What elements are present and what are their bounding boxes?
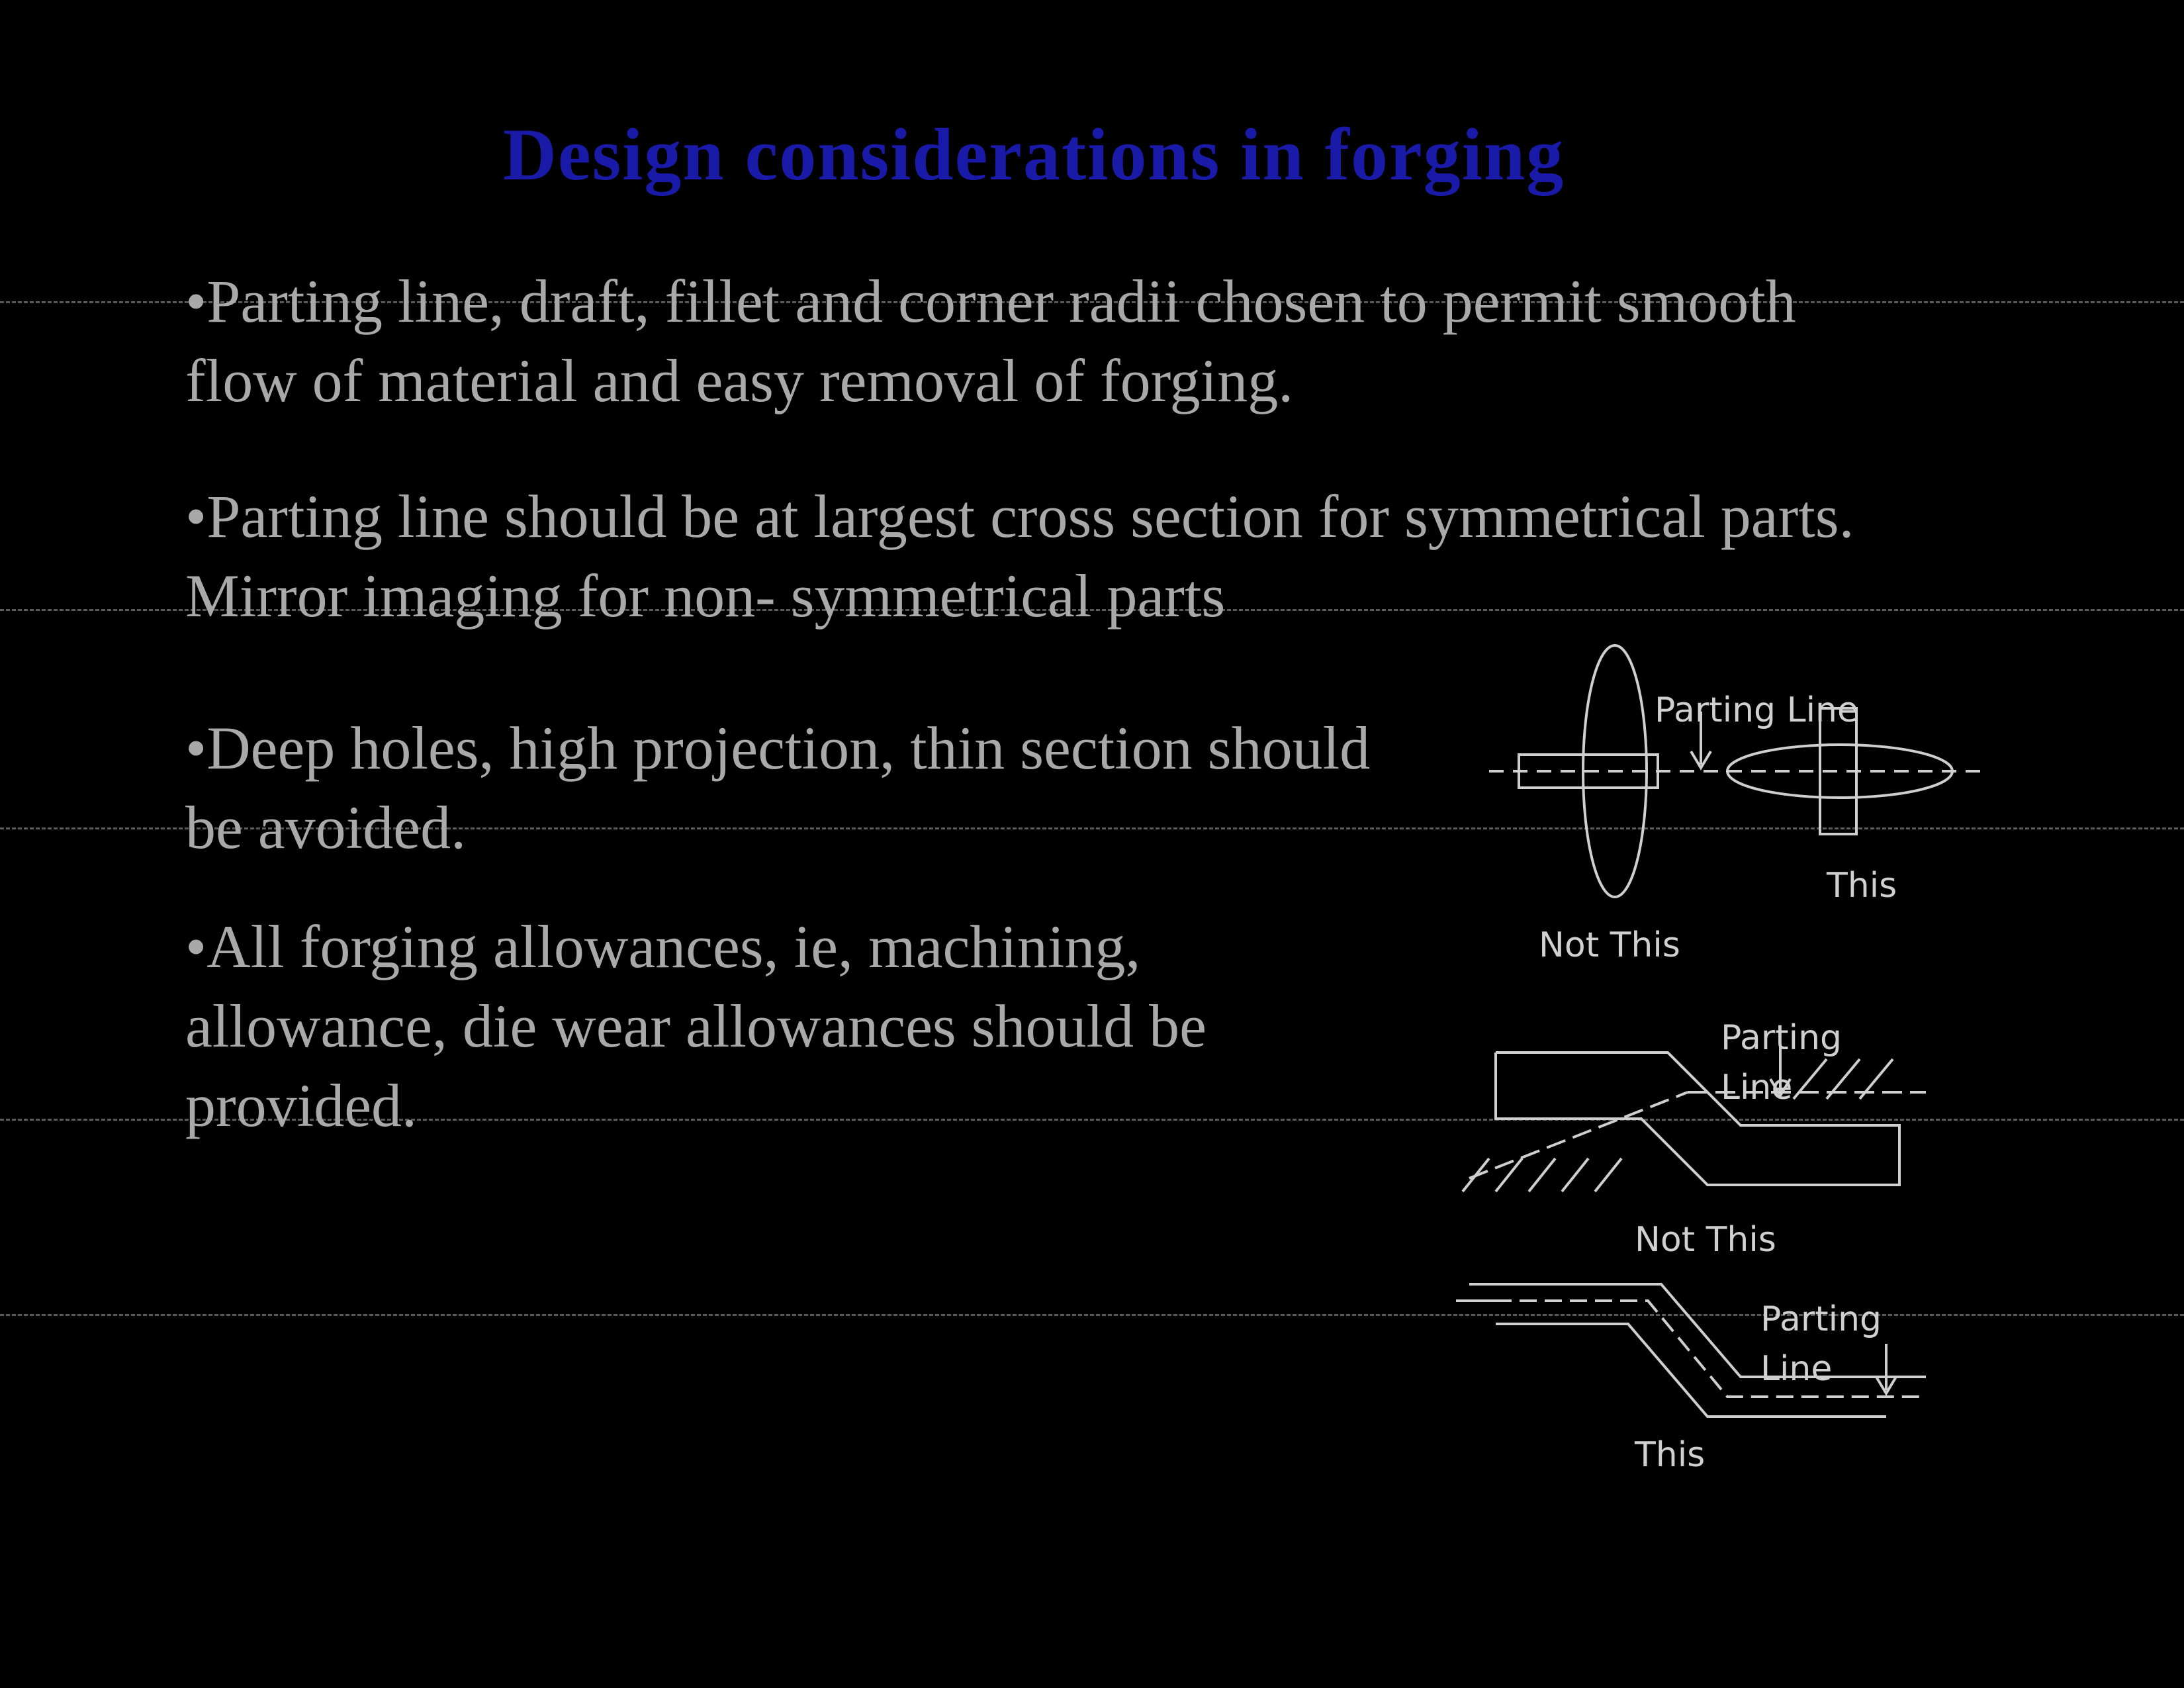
bullet-parting-line-symmetry bbox=[185, 477, 1906, 635]
bullet-marker: • bbox=[185, 913, 207, 980]
diagram-middle-section bbox=[1463, 1046, 1926, 1192]
bullet-parting-line-draft bbox=[185, 261, 1840, 420]
caption-not-this: Not This bbox=[1635, 1220, 1776, 1260]
bullet-forging-allowances bbox=[185, 907, 1410, 1145]
caption-not-this: Not This bbox=[1539, 925, 1680, 965]
slide-title: Design considerations in forging bbox=[503, 114, 1565, 196]
caption-this: This bbox=[1827, 866, 1897, 906]
stepped-part-shape bbox=[1496, 1053, 1899, 1185]
parting-label-line1: Parting bbox=[1760, 1299, 1882, 1339]
parting-label-line1: Parting bbox=[1721, 1018, 1843, 1058]
bullet-text: Parting line, draft, fillet and corner radii chosen to permit smooth flow of material and easy removal of forging. bbox=[185, 267, 1796, 414]
bullet-text: Deep holes, high projection, thin section should be avoided. bbox=[185, 714, 1371, 861]
bullet-text: All forging allowances, ie, machining, allowance, die wear allowances should be provided. bbox=[185, 913, 1206, 1139]
bullet-marker: • bbox=[185, 483, 207, 550]
caption-this: This bbox=[1635, 1435, 1706, 1475]
parting-label-line2: Line bbox=[1760, 1349, 1833, 1389]
hatch-lower-left bbox=[1463, 1158, 1621, 1192]
inclined-parting-line bbox=[1469, 1092, 1688, 1178]
parting-line-diagram bbox=[1423, 629, 2019, 1476]
bullet-avoid-deep-holes bbox=[185, 708, 1377, 867]
parting-label-line2: Line bbox=[1721, 1068, 1793, 1107]
bullet-marker: • bbox=[185, 714, 207, 782]
bullet-marker: • bbox=[185, 267, 207, 335]
diagram-top-section bbox=[1489, 645, 1985, 897]
bullet-text: Parting line should be at largest cross section for symmetrical parts. Mirror imaging for non- symmetrical parts bbox=[185, 483, 1854, 630]
parting-line-label: Parting Line bbox=[1655, 690, 1858, 730]
